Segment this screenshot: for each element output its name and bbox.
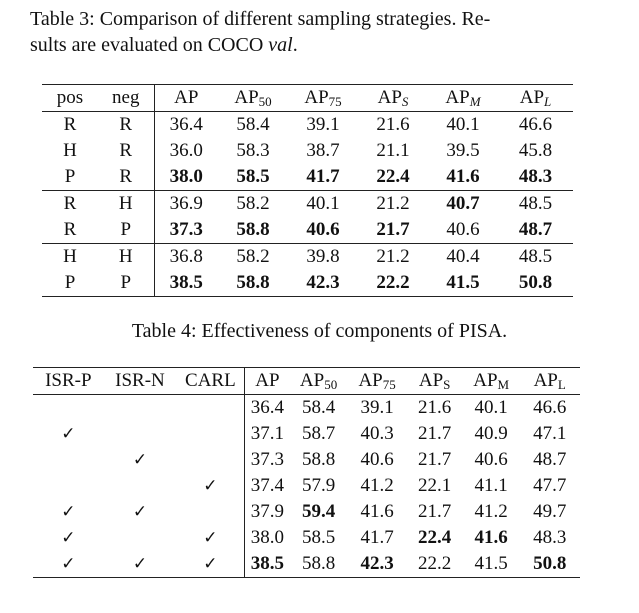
table4-cell — [176, 395, 245, 422]
table4-cell: 41.2 — [360, 475, 394, 496]
table4-cell: 41.5 — [474, 553, 508, 574]
table3-cell: 22.4 — [376, 166, 410, 187]
table3-cell: R — [119, 166, 133, 187]
table4-cell: 40.6 — [360, 449, 394, 470]
table4-cell — [33, 473, 104, 499]
table4-cell: 47.7 — [533, 475, 567, 496]
table4-cell — [176, 499, 245, 525]
table3-cell: 41.5 — [446, 272, 480, 293]
table4-header-5: $AP_{75}$ — [348, 368, 407, 395]
table4-cell: ✓ — [132, 502, 148, 522]
table3-header-7: $AP_L$ — [498, 85, 573, 112]
table3-cell: P — [120, 272, 132, 293]
table4-cell: ✓ — [61, 424, 76, 444]
table4-cell: 21.7 — [418, 501, 452, 522]
table4-cell: 41.7 — [360, 527, 394, 548]
table3-cell: H — [42, 244, 98, 271]
table4-cell: ✓ — [61, 528, 76, 548]
table4-cell — [33, 447, 104, 473]
table4-row — [33, 499, 580, 525]
table3-cell: 38.7 — [306, 140, 340, 161]
table3-cell: 39.8 — [288, 244, 358, 271]
table3-header-3: $AP_{50}$ — [218, 85, 288, 112]
table4-cell: 37.3 — [245, 447, 289, 473]
table3-cell: 38.5 — [154, 270, 218, 297]
table3-row — [42, 217, 573, 244]
table3-header-5: $AP_S$ — [358, 85, 428, 112]
table3-cell: 39.1 — [306, 114, 340, 135]
table4-cell: 57.9 — [301, 475, 336, 496]
table4-cell: 58.7 — [301, 423, 336, 444]
table4-cell — [104, 525, 177, 551]
table3-cell: 21.2 — [358, 244, 428, 271]
table4-header-6: $AP_S$ — [406, 368, 463, 395]
table4-cell: 58.4 — [301, 397, 336, 418]
table4-header-4: $AP_{50}$ — [289, 368, 348, 395]
table3-cell: 21.6 — [376, 114, 410, 135]
table3-cell: 58.8 — [236, 219, 270, 240]
table3-cell: 40.4 — [428, 244, 498, 271]
table3-cell: 41.7 — [306, 166, 340, 187]
table4-cell: 36.4 — [245, 395, 289, 422]
table3-cell: 58.4 — [236, 114, 270, 135]
table4-row — [33, 525, 580, 551]
table3-row — [42, 112, 573, 139]
table4-cell: 38.5 — [245, 551, 289, 578]
table3-cell: P — [120, 219, 132, 240]
table4-cell: 41.6 — [474, 527, 508, 548]
table4-cell: 47.1 — [533, 423, 567, 444]
table4-cell: 38.0 — [245, 525, 289, 551]
table3-cell: 40.6 — [306, 219, 340, 240]
table4-cell: 22.4 — [418, 527, 452, 548]
table3-cell: 58.5 — [236, 166, 270, 187]
table4-cell: 59.4 — [301, 501, 336, 522]
table4-cell: 40.3 — [360, 423, 394, 444]
table4-header-row — [33, 368, 580, 395]
table3-header-2: AP — [154, 85, 218, 112]
table3-cell: 40.7 — [428, 191, 498, 218]
table4-cell — [104, 473, 177, 499]
table4-cell: 41.6 — [360, 501, 394, 522]
table3-cell: 48.3 — [518, 166, 553, 187]
table4-cell: 37.4 — [245, 473, 289, 499]
table3-caption-line1: Table 3: Comparison of different sampling strategies. Re- — [30, 8, 491, 30]
table4-header-8: $AP_L$ — [519, 368, 580, 395]
table4-cell: 21.7 — [418, 449, 452, 470]
table3-row — [42, 164, 573, 191]
table4-cell: 40.9 — [474, 423, 508, 444]
table3-cell: R — [119, 140, 133, 161]
table4-cell: 37.1 — [245, 421, 289, 447]
table3-cell: 37.3 — [154, 217, 218, 244]
table3-row — [42, 191, 573, 218]
table4-cell: 46.6 — [533, 397, 567, 418]
table4-cell: ✓ — [203, 476, 218, 496]
table4-header-0: ISR-P — [33, 368, 104, 395]
table4-row — [33, 421, 580, 447]
table3-cell: R — [63, 219, 77, 240]
table3-cell: 58.8 — [236, 272, 270, 293]
table3-cell: 36.9 — [154, 191, 218, 218]
table4-cell: 42.3 — [360, 553, 394, 574]
table3-cell: P — [64, 166, 76, 187]
table4-header-1: ISR-N — [104, 368, 177, 395]
table4-cell: 48.3 — [533, 527, 567, 548]
table4-cell: 40.6 — [474, 449, 508, 470]
table3-header-4: $AP_{75}$ — [288, 85, 358, 112]
table3-header-0: pos — [42, 85, 98, 112]
table3-caption — [30, 6, 610, 58]
table4-cell: 58.5 — [301, 527, 336, 548]
table3-body — [42, 112, 573, 297]
table4-cell — [176, 447, 245, 473]
table3-cell: 21.7 — [376, 219, 410, 240]
table4-header-7: $AP_M$ — [463, 368, 520, 395]
table4-cell: 40.1 — [474, 397, 508, 418]
table4-cell — [104, 395, 177, 422]
table3-cell: 58.3 — [236, 140, 270, 161]
table4-cell: 41.2 — [474, 501, 508, 522]
table3-cell: 40.6 — [446, 219, 480, 240]
table4-cell: 21.7 — [418, 423, 452, 444]
table4-header-2: CARL — [176, 368, 245, 395]
table4-cell: 37.9 — [245, 499, 289, 525]
table3-cell: 36.4 — [154, 112, 218, 139]
table3-row — [42, 138, 573, 164]
table4-cell: 50.8 — [533, 553, 567, 574]
table4-cell: 58.8 — [301, 553, 336, 574]
table3-cell: 22.2 — [376, 272, 410, 293]
table4-cell — [33, 395, 104, 422]
table3-cell: 50.8 — [518, 272, 553, 293]
table3-cell: 42.3 — [306, 272, 340, 293]
table3-cell: H — [98, 244, 154, 271]
table4-row — [33, 473, 580, 499]
table4-cell: ✓ — [61, 554, 76, 574]
table3-cell: 48.5 — [498, 244, 573, 271]
table3-row — [42, 244, 573, 271]
table3-cell: R — [63, 114, 77, 135]
table3-header-6: $AP_M$ — [428, 85, 498, 112]
table3-cell: H — [98, 191, 154, 218]
table3-cell: 45.8 — [518, 140, 553, 161]
table3-cell: 21.1 — [376, 140, 410, 161]
table4-cell: 48.7 — [533, 449, 567, 470]
table4-caption: Table 4: Effectiveness of components of PISA. — [131, 320, 508, 342]
table3-cell: 48.5 — [498, 191, 573, 218]
table3-caption-italic: val — [268, 34, 293, 56]
table3-header-row — [42, 85, 573, 112]
table4-cell: 22.2 — [418, 553, 452, 574]
table3-row — [42, 270, 573, 297]
table3-cell: P — [64, 272, 76, 293]
table4-body — [33, 395, 580, 578]
table4-cell — [104, 421, 177, 447]
table3-cell: 36.8 — [154, 244, 218, 271]
table4-cell: ✓ — [203, 554, 218, 574]
table4-cell: 41.1 — [474, 475, 508, 496]
table4-cell: ✓ — [61, 502, 76, 522]
table3-cell: 38.0 — [154, 164, 218, 191]
table4 — [33, 367, 580, 578]
table3-cell: 58.2 — [218, 244, 288, 271]
table3-cell: 48.7 — [518, 219, 553, 240]
table4-header-3: AP — [245, 368, 289, 395]
table4-row — [33, 395, 580, 422]
table3-header-1: neg — [98, 85, 154, 112]
table3-cell: R — [42, 191, 98, 218]
table4-cell: ✓ — [203, 528, 218, 548]
table3-cell: 46.6 — [518, 114, 553, 135]
table4-row — [33, 551, 580, 578]
table3-cell: 21.2 — [358, 191, 428, 218]
table4-cell: 39.1 — [360, 397, 394, 418]
table3-caption-line2c: . — [292, 34, 298, 56]
table3 — [42, 84, 573, 297]
table3-cell: 58.2 — [218, 191, 288, 218]
table4-cell: 49.7 — [533, 501, 567, 522]
table3-cell: 40.1 — [446, 114, 480, 135]
table4-cell: 58.8 — [301, 449, 336, 470]
table4-cell: 21.6 — [418, 397, 452, 418]
table3-cell: 36.0 — [154, 138, 218, 164]
table3-cell: H — [63, 140, 77, 161]
table3-caption-line2a: sults are evaluated on COCO — [30, 34, 269, 56]
table3-cell: 41.6 — [446, 166, 480, 187]
table3-cell: 40.1 — [288, 191, 358, 218]
table3-cell: R — [119, 114, 133, 135]
table3-cell: 39.5 — [446, 140, 480, 161]
table4-cell — [176, 421, 245, 447]
table4-cell: 22.1 — [418, 475, 452, 496]
table4-cell: ✓ — [132, 554, 148, 574]
table4-row — [33, 447, 580, 473]
table4-cell: ✓ — [132, 450, 148, 470]
